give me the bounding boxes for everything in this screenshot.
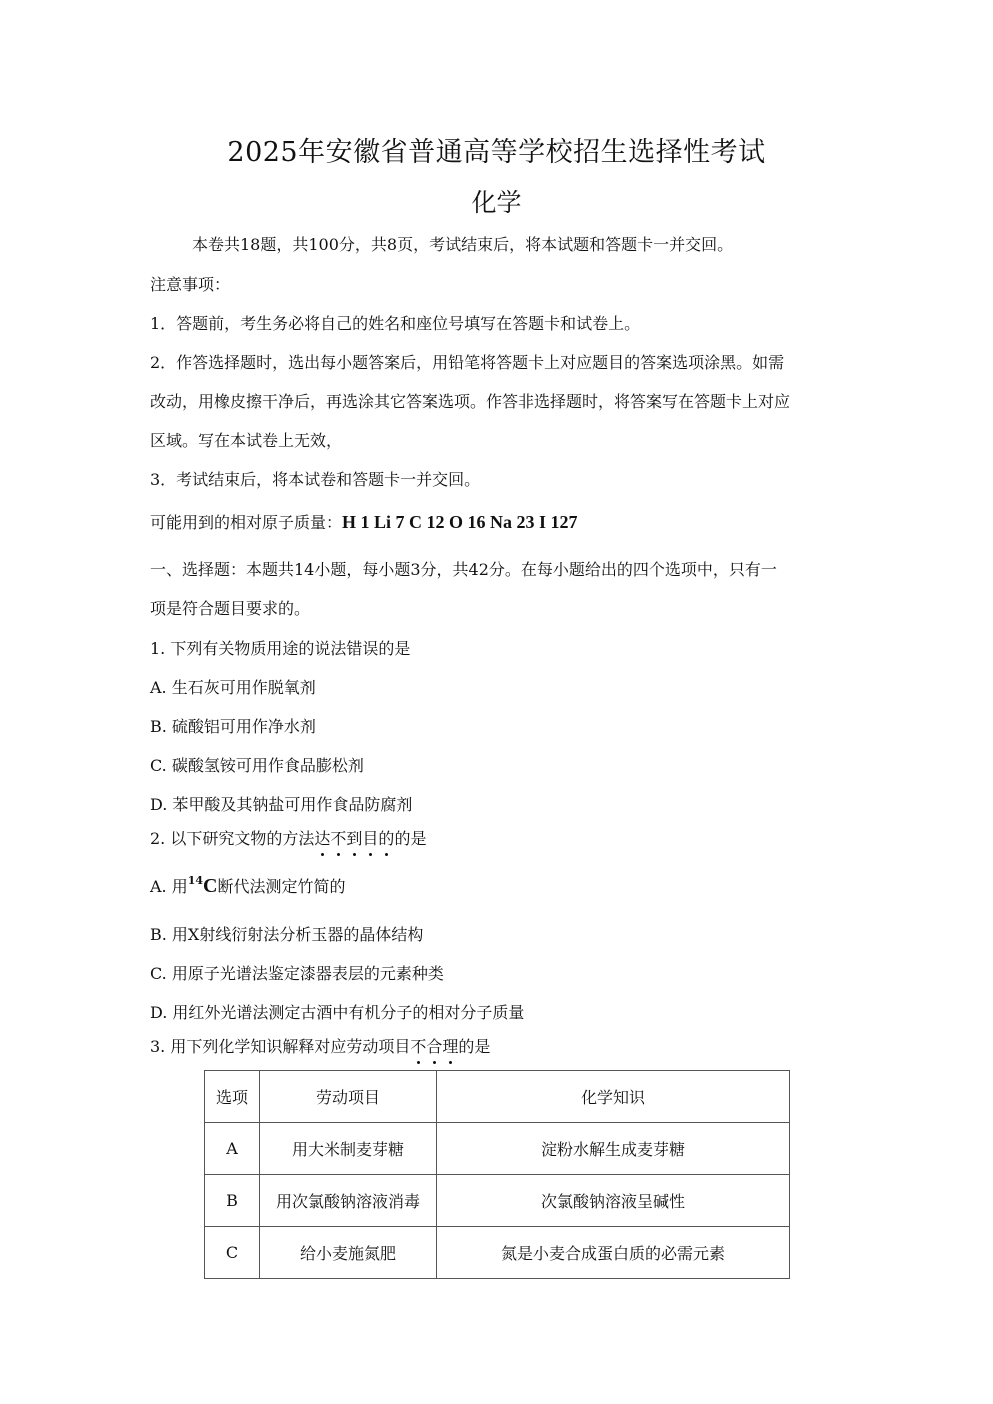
question-1-stem: 1. 下列有关物质用途的说法错误的是 [150,639,411,658]
question-2-stem [150,826,426,849]
question-3-stem-post: 的是 [458,1037,491,1056]
table-cell: C [205,1227,260,1279]
question-2-option-a [150,874,346,898]
option-a-prefix: A. 用 [150,877,188,896]
emphasis-char: 的 [378,826,394,849]
table-header-cell: 化学知识 [437,1071,790,1123]
question-2-option-b: B. 用X射线衍射法分析玉器的晶体结构 [150,925,424,944]
isotope-symbol: C [203,875,218,897]
subject-title: 化学 [471,188,522,217]
note-2-line-3: 区域。写在本试卷上无效， [150,431,343,450]
table-header-cell: 劳动项目 [260,1071,437,1123]
table-cell: 淀粉水解生成麦芽糖 [437,1123,790,1175]
isotope-mass-number: 14 [187,874,204,887]
question-2-stem-pre: 2. 以下研究文物的方法 [150,829,315,848]
atomic-masses-values: H 1 Li 7 C 12 O 16 Na 23 I 127 [342,512,578,532]
intro-text: 本卷共18题，共100分，共8页，考试结束后，将本试题和答题卡一并交回。 [192,235,734,254]
question-2-stem-post: 的是 [394,829,427,848]
table-cell: 次氯酸钠溶液呈碱性 [437,1175,790,1227]
note-2-line-2: 改动，用橡皮擦干净后，再选涂其它答案选项。作答非选择题时，将答案写在答题卡上对应 [150,392,791,411]
emphasis-char: 达 [314,826,330,849]
exam-title: 2025年安徽省普通高等学校招生选择性考试 [227,137,766,168]
section-1-instructions-line-2: 项是符合题目要求的。 [150,599,311,618]
emphasis-char: 到 [346,826,362,849]
table-header-row [205,1071,790,1123]
atomic-masses-line [150,510,578,533]
table-row [205,1123,790,1175]
emphasis-char: 不 [330,826,346,849]
question-1-option-c: C. 碳酸氢铵可用作食品膨松剂 [150,756,364,775]
question-3-stem [150,1034,490,1057]
note-1: 1．答题前，考生务必将自己的姓名和座位号填写在答题卡和试卷上。 [150,314,641,333]
emphasis-char: 目 [362,826,378,849]
emphasis-char: 不 [410,1034,426,1057]
table-row [205,1227,790,1279]
table-row [205,1175,790,1227]
question-1-option-d: D. 苯甲酸及其钠盐可用作食品防腐剂 [150,795,413,814]
table-cell: 给小麦施氮肥 [260,1227,437,1279]
option-a-suffix: 断代法测定竹简的 [217,877,346,896]
question-3-stem-pre: 3. 用下列化学知识解释对应劳动项目 [150,1037,411,1056]
question-1-option-b: B. 硫酸铝可用作净水剂 [150,717,316,736]
table-cell: 用次氯酸钠溶液消毒 [260,1175,437,1227]
table-header-cell: 选项 [205,1071,260,1123]
table-cell: 氮是小麦合成蛋白质的必需元素 [437,1227,790,1279]
atomic-masses-label: 可能用到的相对原子质量： [150,513,343,532]
emphasis-char: 理 [442,1034,458,1057]
table-cell: B [205,1175,260,1227]
question-1-option-a: A. 生石灰可用作脱氧剂 [150,678,316,697]
question-2-option-c: C. 用原子光谱法鉴定漆器表层的元素种类 [150,964,444,983]
question-3-table [204,1070,790,1279]
emphasis-char: 合 [426,1034,442,1057]
question-2-option-d: D. 用红外光谱法测定古酒中有机分子的相对分子质量 [150,1003,525,1022]
note-2-line-1: 2．作答选择题时，选出每小题答案后，用铅笔将答题卡上对应题目的答案选项涂黑。如需 [150,353,785,372]
table-cell: A [205,1123,260,1175]
note-3: 3．考试结束后，将本试卷和答题卡一并交回。 [150,470,481,489]
table-cell: 用大米制麦芽糖 [260,1123,437,1175]
notes-heading: 注意事项： [150,275,231,294]
section-1-instructions-line-1: 一、选择题：本题共14小题，每小题3分，共42分。在每小题给出的四个选项中，只有一 [150,560,777,579]
